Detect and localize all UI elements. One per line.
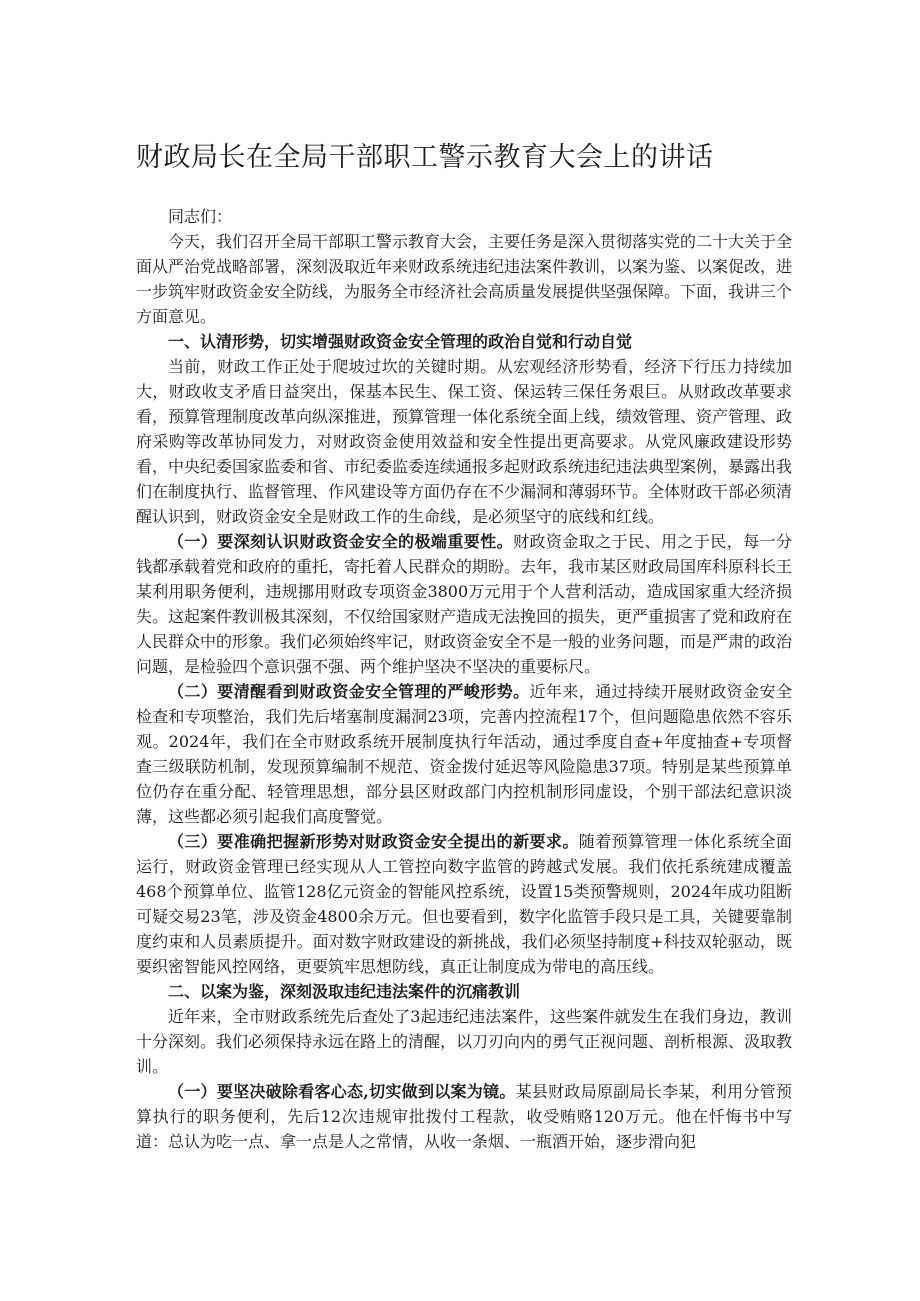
document-title: 财政局长在全局干部职工警示教育大会上的讲话 <box>136 142 714 173</box>
section-1-sub-3-body: 随着预算管理一体化系统全面运行，财政资金管理已经实现从人工管控向数字监管的跨越式发展。我们依托系统建成覆盖468个预算单位、监管128亿元资金的智能风控系统，设置15类预警规则，2024年成功阻断可疑交易23笔，涉及资金4800余万元。但也要看到，数字化监管手段只是工具，关键要靠制度约束和人员素质提升。面对数字财政建设的新挑战，我们必须坚持制度+科技双轮驱动，既要织密智能风控网络，更要筑牢思想防线，真正让制度成为带电的高压线。 <box>136 832 792 976</box>
section-1-sub-3 <box>136 829 792 979</box>
document-page <box>136 140 792 1154</box>
intro-paragraph: 今天，我们召开全局干部职工警示教育大会，主要任务是深入贯彻落实党的二十大关于全面从严治党战略部署，深刻汲取近年来财政系统违纪违法案件教训，以案为鉴、以案促改，进一步筑牢财政资金安全防线，为服务全市经济社会高质量发展提供坚强保障。下面，我讲三个方面意见。 <box>136 232 793 326</box>
section-1-sub-1-body: 财政资金取之于民、用之于民，每一分钱都承载着党和政府的重托，寄托着人民群众的期盼。去年，我市某区财政局国库科原科长王某利用职务便利，违规挪用财政专项资金3800万元用于个人营利活动，造成国家重大经济损失。这起案件教训极其深刻，不仅给国家财产造成无法挽回的损失，更严重损害了党和政府在人民群众中的形象。我们必须始终牢记，财政资金安全不是一般的业务问题，而是严肃的政治问题，是检验四个意识强不强、两个维护坚决不坚决的重要标尺。 <box>136 532 793 676</box>
section-2-sub-1-body: 某县财政局原副局长李某，利用分管预算执行的职务便利，先后12次违规审批拨付工程款，收受贿赂120万元。他在忏悔书中写道：总认为吃一点、拿一点是人之常情，从收一条烟、一瓶酒开始，逐步滑向犯 <box>136 1082 792 1151</box>
section-1-heading: 一、认清形势，切实增强财政资金安全管理的政治自觉和行动自觉 <box>168 332 633 351</box>
section-1-sub-2 <box>136 679 792 829</box>
section-1-body: 当前，财政工作正处于爬坡过坎的关键时期。从宏观经济形势看，经济下行压力持续加大，财政收支矛盾日益突出，保基本民生、保工资、保运转三保任务艰巨。从财政改革要求看，预算管理制度改革向纵深推进，预算管理一体化系统全面上线，绩效管理、资产管理、政府采购等改革协同发力，对财政资金使用效益和安全性提出更高要求。从党风廉政建设形势看，中央纪委国家监委和省、市纪委监委连续通报多起财政系统违纪违法典型案例，暴露出我们在制度执行、监督管理、作风建设等方面仍存在不少漏洞和薄弱环节。全体财政干部必须清醒认识到，财政资金安全是财政工作的生命线，是必须坚守的底线和红线。 <box>136 357 793 526</box>
section-2-heading: 二、以案为鉴，深刻汲取违纪违法案件的沉痛教训 <box>168 982 521 1001</box>
section-1-sub-1-lead: （一）要深刻认识财政资金安全的极端重要性。 <box>168 532 514 551</box>
section-1-sub-3-lead: （三）要准确把握新形势对财政资金安全提出的新要求。 <box>168 832 579 851</box>
section-1-sub-2-lead: （二）要清醒看到财政资金安全管理的严峻形势。 <box>168 682 530 701</box>
section-1-sub-2-body: 近年来，通过持续开展财政资金安全检查和专项整治，我们先后堵塞制度漏洞23项，完善内控流程17个，但问题隐患依然不容乐观。2024年，我们在全市财政系统开展制度执行年活动，通过季度自查+年度抽查+专项督查三级联防机制，发现预算编制不规范、资金拨付延迟等风险隐患37项。特别是某些预算单位仍存在重分配、轻管理思想，部分县区财政部门内控机制形同虚设，个别干部法纪意识淡薄，这些都必须引起我们高度警觉。 <box>136 682 792 826</box>
section-2-sub-1 <box>136 1079 792 1154</box>
section-2-body: 近年来，全市财政系统先后查处了3起违纪违法案件，这些案件就发生在我们身边，教训十分深刻。我们必须保持永远在路上的清醒，以刀刃向内的勇气正视问题、剖析根源、汲取教训。 <box>136 1007 793 1076</box>
section-2-sub-1-lead: （一）要坚决破除看客心态,切实做到以案为镜。 <box>168 1082 516 1101</box>
section-1-sub-1 <box>136 529 792 679</box>
salutation: 同志们： <box>168 207 233 226</box>
